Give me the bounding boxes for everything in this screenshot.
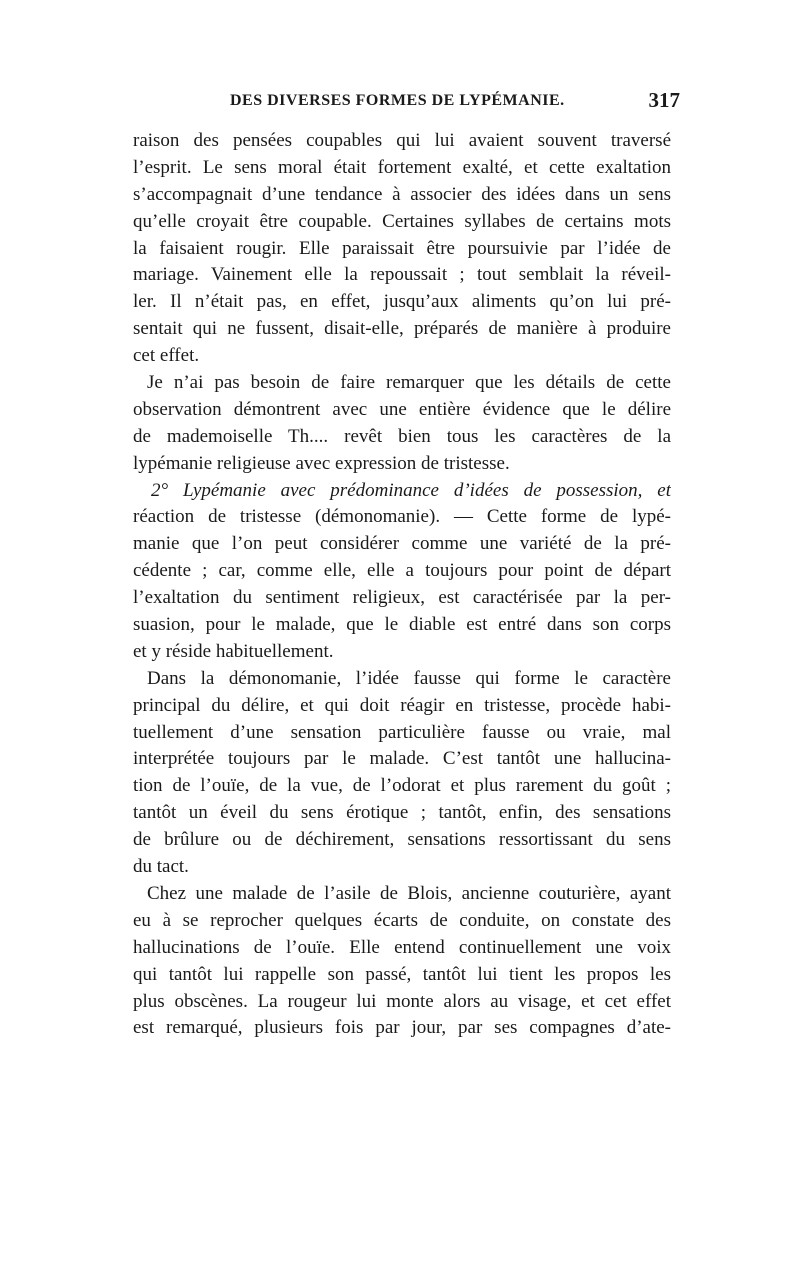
header-title: DES DIVERSES FORMES DE LYPÉMANIE. [230, 92, 565, 109]
text-line: cédente ; car, comme elle, elle a toujours pour point de départ [133, 560, 671, 582]
text-line: eu à se reprocher quelques écarts de conduite, on constate des [133, 909, 671, 931]
section-heading-line: 2° Lypémanie avec prédominance d’idées de possession, et [151, 479, 671, 501]
text-line: raison des pensées coupables qui lui avaient souvent traversé [133, 130, 671, 151]
text-line: tantôt un éveil du sens érotique ; tantôt, enfin, des sensations [133, 802, 671, 824]
text-line: Je n’ai pas besoin de faire remarquer que les détails de cette [147, 372, 671, 394]
text-line: Dans la démonomanie, l’idée fausse qui forme le caractère [147, 667, 671, 689]
text-line: hallucinations de l’ouïe. Elle entend continuellement une voix [133, 936, 671, 958]
text-line: suasion, pour le malade, que le diable est entré dans son corps [133, 614, 671, 636]
text-line: réaction de tristesse (démonomanie). — Cette forme de lypé- [133, 506, 671, 528]
text-line: la faisaient rougir. Elle paraissait être poursuivie par l’idée de [133, 237, 671, 259]
text-line: s’accompagnait d’une tendance à associer des idées dans un sens [133, 183, 671, 205]
text-line: mariage. Vainement elle la repoussait ; tout semblait la réveil- [133, 264, 671, 286]
text-line: l’esprit. Le sens moral était fortement exalté, et cette exaltation [133, 156, 671, 178]
text-line: lypémanie religieuse avec expression de tristesse. [133, 452, 510, 474]
text-line: qu’elle croyait être coupable. Certaines syllabes de certains mots [133, 210, 671, 232]
text-line: Chez une malade de l’asile de Blois, ancienne couturière, ayant [147, 882, 671, 904]
text-line: et y réside habituellement. [133, 640, 334, 662]
text-line: interprétée toujours par le malade. C’est tantôt une hallucina- [133, 748, 671, 770]
text-line: qui tantôt lui rappelle son passé, tantôt lui tient les propos les [133, 963, 671, 985]
text-line: manie que l’on peut considérer comme une variété de la pré- [133, 533, 671, 555]
text-line: principal du délire, et qui doit réagir en tristesse, procède habi- [133, 694, 671, 716]
text-line: cet effet. [133, 345, 200, 367]
text-line: du tact. [133, 856, 189, 878]
page-number: 317 [648, 88, 680, 112]
text-line: ler. Il n’était pas, en effet, jusqu’aux aliments qu’on lui pré- [133, 291, 671, 313]
text-line: tuellement d’une sensation particulière fausse ou vraie, mal [133, 721, 671, 743]
text-line: de brûlure ou de déchirement, sensations ressortissant du sens [133, 829, 671, 851]
text-line: sentait qui ne fussent, disait-elle, préparés de manière à produire [133, 318, 671, 340]
text-line: observation démontrent avec une entière évidence que le délire [133, 398, 671, 420]
text-line: de mademoiselle Th.... revêt bien tous les caractères de la [133, 425, 671, 447]
text-line: plus obscènes. La rougeur lui monte alors au visage, et cet effet [133, 990, 671, 1012]
text-line: est remarqué, plusieurs fois par jour, par ses compagnes d’ate- [133, 1017, 671, 1039]
running-header [230, 88, 680, 116]
body-text [133, 128, 671, 1042]
text-line: l’exaltation du sentiment religieux, est caractérisée par la per- [133, 587, 671, 609]
text-line: tion de l’ouïe, de la vue, de l’odorat et plus rarement du goût ; [133, 775, 671, 797]
